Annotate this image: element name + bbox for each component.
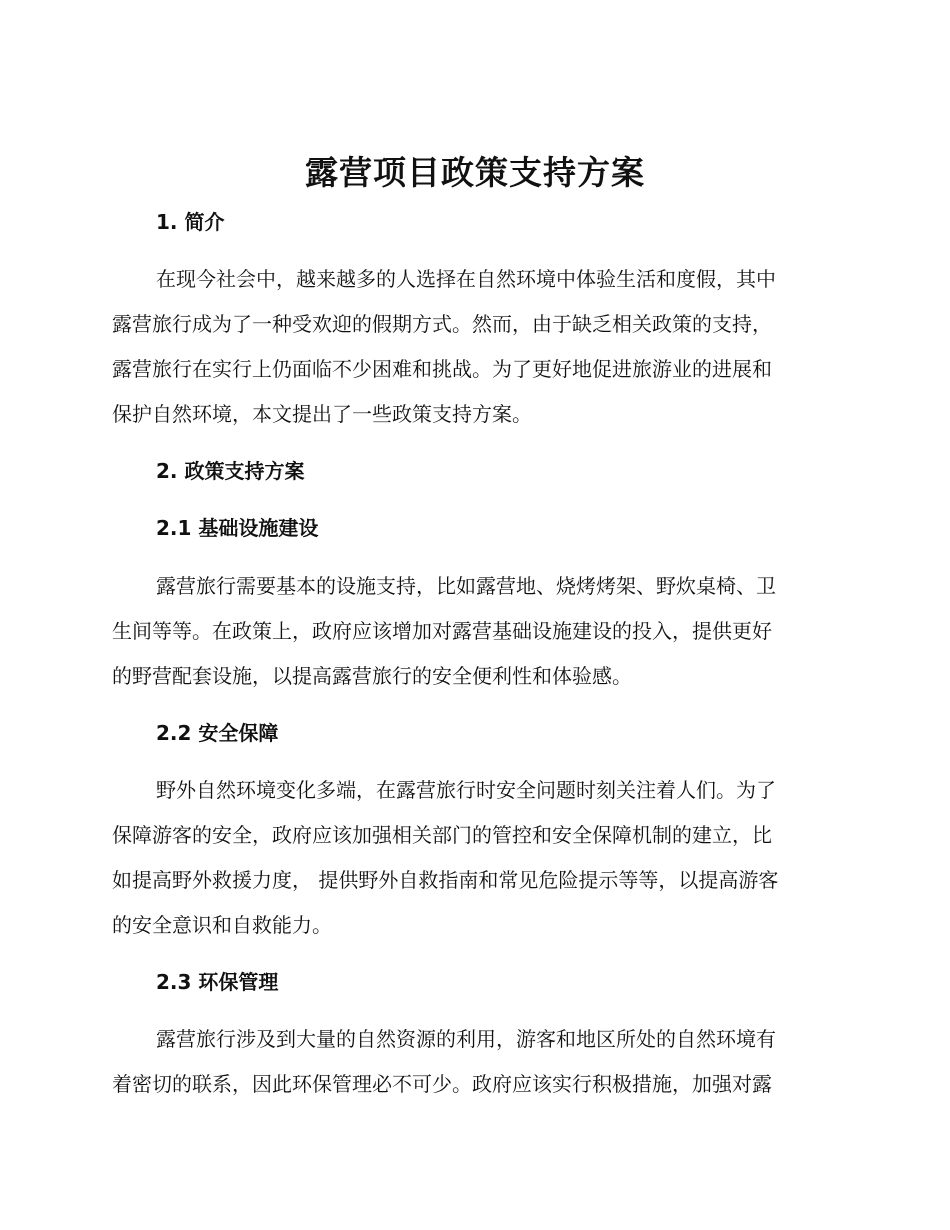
paragraph-infrastructure [112,571,838,706]
paragraph-line: 的安全意识和自救能力。 [112,913,332,937]
section-heading-infrastructure: 2.1 基础设施建设 [156,516,319,540]
section-heading-environmental-management: 2.3 环保管理 [156,970,279,994]
paragraph-line: 保障游客的安全，政府应该加强相关部门的管控和安全保障机制的建立，比 [112,823,772,847]
paragraph-line: 生间等等。在政策上，政府应该增加对露营基础设施建设的投入，提供更好 [112,619,772,643]
section-heading-introduction: 1. 简介 [156,210,225,234]
paragraph-line: 野外自然环境变化多端，在露营旅行时安全问题时刻关注着人们。为了 [156,778,776,802]
section-heading-policy-support: 2. 政策支持方案 [156,459,305,483]
paragraph-line: 露营旅行涉及到大量的自然资源的利用，游客和地区所处的自然环境有 [156,1027,776,1051]
paragraph-line: 如提高野外救援力度， 提供野外自救指南和常见危险提示等等，以提高游客 [112,868,779,892]
paragraph-line: 在现今社会中，越来越多的人选择在自然环境中体验生活和度假，其中 [156,267,776,291]
paragraph-line: 的野营配套设施，以提高露营旅行的安全便利性和体验感。 [112,664,632,688]
paragraph-safety [112,775,838,955]
document-title: 露营项目政策支持方案 [305,153,645,192]
section-heading-safety: 2.2 安全保障 [156,721,279,745]
paragraph-line: 露营旅行在实行上仍面临不少困难和挑战。为了更好地促进旅游业的进展和 [112,357,772,381]
paragraph-environmental-management [112,1024,838,1114]
paragraph-line: 露营旅行需要基本的设施支持，比如露营地、烧烤烤架、野炊桌椅、卫 [156,574,776,598]
paragraph-introduction [112,264,838,444]
paragraph-line: 着密切的联系，因此环保管理必不可少。政府应该实行积极措施，加强对露 [112,1072,772,1096]
paragraph-line: 露营旅行成为了一种受欢迎的假期方式。然而，由于缺乏相关政策的支持， [112,312,772,336]
paragraph-line: 保护自然环境，本文提出了一些政策支持方案。 [112,402,532,426]
